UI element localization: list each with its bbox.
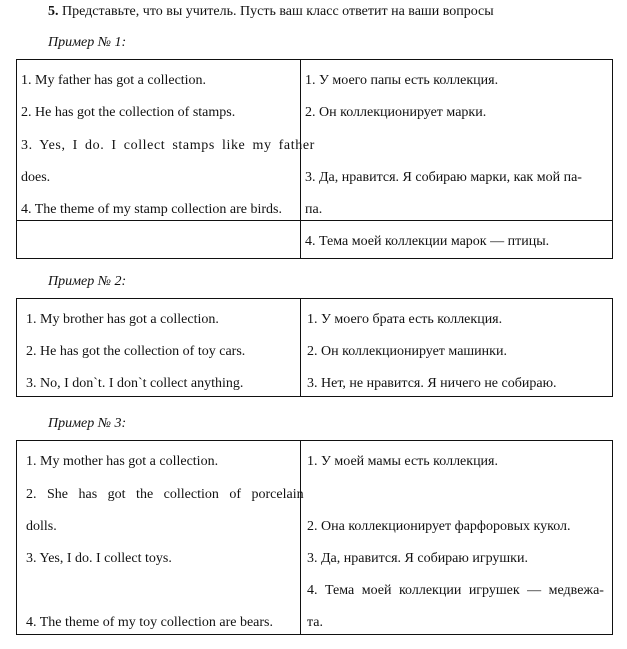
example-1-english-line: 2. He has got the collection of stamps.: [21, 105, 236, 120]
example-2-english-line: 2. He has got the collection of toy cars.: [26, 344, 246, 359]
example-1-russian-line: 4. Тема моей коллекции марок — птицы.: [305, 234, 550, 249]
example-1-label: Пример № 1:: [48, 35, 127, 50]
example-1-english-line: 3. Yes, I do. I collect stamps like my father: [21, 138, 315, 153]
example-3-russian-line: 1. У моей мамы есть коллекция.: [307, 454, 498, 469]
table-row-divider: [16, 220, 613, 221]
table-divider: [300, 298, 301, 397]
example-3-english-line: dolls.: [26, 519, 57, 534]
example-2-russian-line: 2. Он коллекционирует машинки.: [307, 344, 507, 359]
example-1-russian-line: 3. Да, нравится. Я собираю марки, как мой па-: [305, 170, 582, 185]
example-3-russian-line: 4. Тема моей коллекции игрушек — медвежа-: [307, 583, 604, 598]
example-2-english-line: 3. No, I don`t. I don`t collect anything.: [26, 376, 244, 391]
table-divider: [300, 59, 301, 259]
task-text: Представьте, что вы учитель. Пусть ваш класс ответит на ваши вопросы: [62, 4, 494, 19]
example-3-russian-line: 3. Да, нравится. Я собираю игрушки.: [307, 551, 528, 566]
example-3-label: Пример № 3:: [48, 416, 127, 431]
example-2-english-line: 1. My brother has got a collection.: [26, 312, 219, 327]
example-2-russian-line: 1. У моего брата есть коллекция.: [307, 312, 503, 327]
example-1-english-line: does.: [21, 170, 51, 185]
example-3-english-line: 1. My mother has got a collection.: [26, 454, 219, 469]
example-3-russian-line: та.: [307, 615, 324, 630]
example-2-label: Пример № 2:: [48, 274, 127, 289]
example-1-russian-line: 1. У моего папы есть коллекция.: [305, 73, 499, 88]
table-divider: [300, 440, 301, 635]
task-number: 5.: [48, 4, 59, 19]
example-1-russian-line: па.: [305, 202, 323, 217]
task-heading: [48, 3, 494, 21]
example-1-english-line: 4. The theme of my stamp collection are birds.: [21, 202, 283, 217]
example-3-english-line: 4. The theme of my toy collection are bears.: [26, 615, 273, 630]
example-3-english-line: 2. She has got the collection of porcelain: [26, 487, 304, 502]
example-1-english-line: 1. My father has got a collection.: [21, 73, 207, 88]
example-3-english-line: 3. Yes, I do. I collect toys.: [26, 551, 172, 566]
example-3-russian-line: 2. Она коллекционирует фарфоровых кукол.: [307, 519, 571, 534]
example-1-russian-line: 2. Он коллекционирует марки.: [305, 105, 487, 120]
example-2-russian-line: 3. Нет, не нравится. Я ничего не собираю.: [307, 376, 557, 391]
